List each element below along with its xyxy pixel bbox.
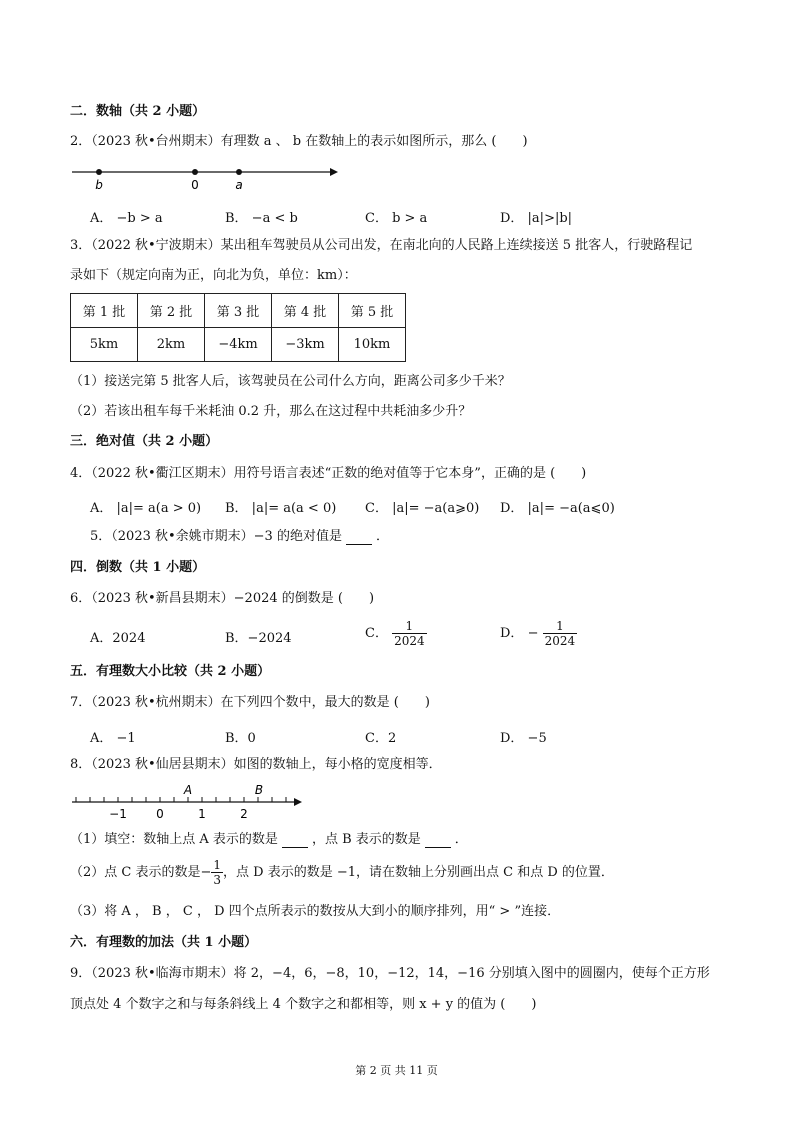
fraction-one-over-2024 xyxy=(392,619,427,648)
question-9-text-line2: 顶点处 4 个数字之和与每条斜线上 4 个数字之和都相等，则 x + y 的值为 ( ) xyxy=(70,997,537,1012)
q6-option-b: B．−2024 xyxy=(225,631,292,646)
minus-sign: − xyxy=(200,865,212,880)
table-header-cell: 第 3 批 xyxy=(205,294,272,328)
q8-sub2-part1: （2）点 C 表示的数是 xyxy=(70,865,201,880)
fraction-denominator: 2024 xyxy=(394,634,425,648)
question-3-text-line2: 录如下（规定向南为正，向北为负，单位：km）： xyxy=(70,268,357,283)
q4-option-d: D． |a|= −a(a⩽0) xyxy=(500,501,615,516)
axis-label-b: b xyxy=(95,178,103,192)
q4-option-a: A． |a|= a(a > 0) xyxy=(90,501,202,516)
fraction-one-over-2024 xyxy=(543,619,578,648)
question-8-sub2 xyxy=(70,858,614,887)
tick-label-2: 2 xyxy=(240,807,248,821)
q6-option-d-label: D． xyxy=(500,626,524,641)
q4-option-b: B． |a|= a(a < 0) xyxy=(225,501,337,516)
fraction-numerator: 1 xyxy=(213,858,222,872)
question-3-sub2: （2）若该出租车每千米耗油 0.2 升，那么在这过程中共耗油多少升？ xyxy=(70,404,472,419)
number-line-figure-q8 xyxy=(68,780,308,822)
section-heading-compare: 五．有理数大小比较（共 2 小题） xyxy=(70,664,271,679)
table-cell: 2km xyxy=(138,328,205,362)
point-a xyxy=(236,169,242,175)
question-6-text: 6．（2023 秋•新昌县期末）−2024 的倒数是 ( ) xyxy=(70,591,375,606)
q8-sub1-part2: ，点 B 表示的数是 xyxy=(311,832,421,847)
table-cell: −3km xyxy=(272,328,339,362)
axis-label-a: a xyxy=(235,178,243,192)
question-2-text: 2．（2023 秋•台州期末）有理数 a 、 b 在数轴上的表示如图所示，那么 ( ) xyxy=(70,134,528,149)
number-line-figure-q2 xyxy=(68,162,340,194)
q7-option-d: D． −5 xyxy=(500,731,547,746)
section-heading-absolute-value: 三．绝对值（共 2 小题） xyxy=(70,434,219,449)
table-header-cell: 第 2 批 xyxy=(138,294,205,328)
axis-point-label-b: B xyxy=(254,783,264,797)
minus-sign: − xyxy=(527,626,539,641)
q8-sub2-part2: ，点 D 表示的数是 −1，请在数轴上分别画出点 C 和点 D 的位置． xyxy=(223,865,614,880)
fraction-denominator: 2024 xyxy=(544,634,576,648)
q6-option-a: A．2024 xyxy=(90,631,146,646)
table-header-cell: 第 1 批 xyxy=(71,294,138,328)
tick-label-neg1: −1 xyxy=(109,807,127,821)
table-cell: 10km xyxy=(339,328,406,362)
trip-record-table xyxy=(70,293,406,362)
question-5-end: ． xyxy=(375,529,389,544)
axis-point-label-a: A xyxy=(183,783,193,797)
point-zero xyxy=(192,169,198,175)
question-5-text: 5．（2023 秋•余姚市期末）−3 的绝对值是 xyxy=(90,529,342,544)
question-7-text: 7．（2023 秋•杭州期末）在下列四个数中，最大的数是 ( ) xyxy=(70,695,430,710)
q8-sub1-part1: （1）填空：数轴上点 A 表示的数是 xyxy=(70,832,278,847)
page-footer: 第 2 页 共 11 页 xyxy=(355,1064,438,1077)
q6-option-d xyxy=(500,619,577,648)
q6-option-c xyxy=(365,619,427,648)
question-8-text: 8．（2023 秋•仙居县期末）如图的数轴上，每小格的宽度相等． xyxy=(70,757,442,772)
question-5 xyxy=(90,529,389,545)
tick-label-1: 1 xyxy=(198,807,206,821)
section-heading-number-line: 二．数轴（共 2 小题） xyxy=(70,104,206,119)
table-header-cell: 第 5 批 xyxy=(339,294,406,328)
axis-ticks xyxy=(76,797,286,802)
q4-option-c: C． |a|= −a(a⩾0) xyxy=(365,501,480,516)
q2-option-b: B． −a < b xyxy=(225,211,298,226)
table-cell: 5km xyxy=(71,328,138,362)
tick-label-0: 0 xyxy=(156,807,164,821)
question-8-sub3: （3）将 A ， B ， C ， D 四个点所表示的数按从大到小的顺序排列，用“ > ”连接． xyxy=(70,904,561,919)
question-4-text: 4．（2022 秋•衢江区期末）用符号语言表述“正数的绝对值等于它本身”，正确的是 ( ) xyxy=(70,466,587,481)
section-heading-reciprocal: 四．倒数（共 1 小题） xyxy=(70,560,206,575)
table-cell: −4km xyxy=(205,328,272,362)
fraction-numerator: 1 xyxy=(543,619,578,634)
table-header-row xyxy=(71,294,406,328)
axis-arrow xyxy=(294,798,302,806)
question-8-sub1 xyxy=(70,832,468,848)
q7-option-c: C．2 xyxy=(365,731,397,746)
axis-arrow xyxy=(330,168,338,176)
answer-blank xyxy=(425,835,451,848)
answer-blank xyxy=(346,532,372,545)
table-row xyxy=(71,328,406,362)
axis-label-zero: 0 xyxy=(191,178,199,192)
question-3-text-line1: 3．（2022 秋•宁波期末）某出租车驾驶员从公司出发，在南北向的人民路上连续接送 5 批客人，行驶路程记 xyxy=(70,238,693,253)
question-3-sub1: （1）接送完第 5 批客人后，该驾驶员在公司什么方向，距离公司多少千米？ xyxy=(70,374,511,389)
q6-option-c-label: C． xyxy=(365,626,388,641)
fraction-numerator: 1 xyxy=(392,619,427,634)
table-header-cell: 第 4 批 xyxy=(272,294,339,328)
q2-option-d: D． |a|>|b| xyxy=(500,211,573,226)
q7-option-b: B．0 xyxy=(225,731,256,746)
fraction-denominator: 3 xyxy=(213,873,222,887)
q2-option-a: A． −b > a xyxy=(90,211,163,226)
q8-sub1-part3: ． xyxy=(454,832,468,847)
fraction-one-third xyxy=(211,858,223,887)
question-9-text-line1: 9．（2023 秋•临海市期末）将 2，−4，6，−8，10，−12，14，−16 分别填入图中的圆圈内，使每个正方形 xyxy=(70,966,710,981)
point-b xyxy=(96,169,102,175)
section-heading-addition: 六．有理数的加法（共 1 小题） xyxy=(70,935,258,950)
q7-option-a: A． −1 xyxy=(90,731,136,746)
q2-option-c: C． b > a xyxy=(365,211,428,226)
answer-blank xyxy=(282,835,308,848)
